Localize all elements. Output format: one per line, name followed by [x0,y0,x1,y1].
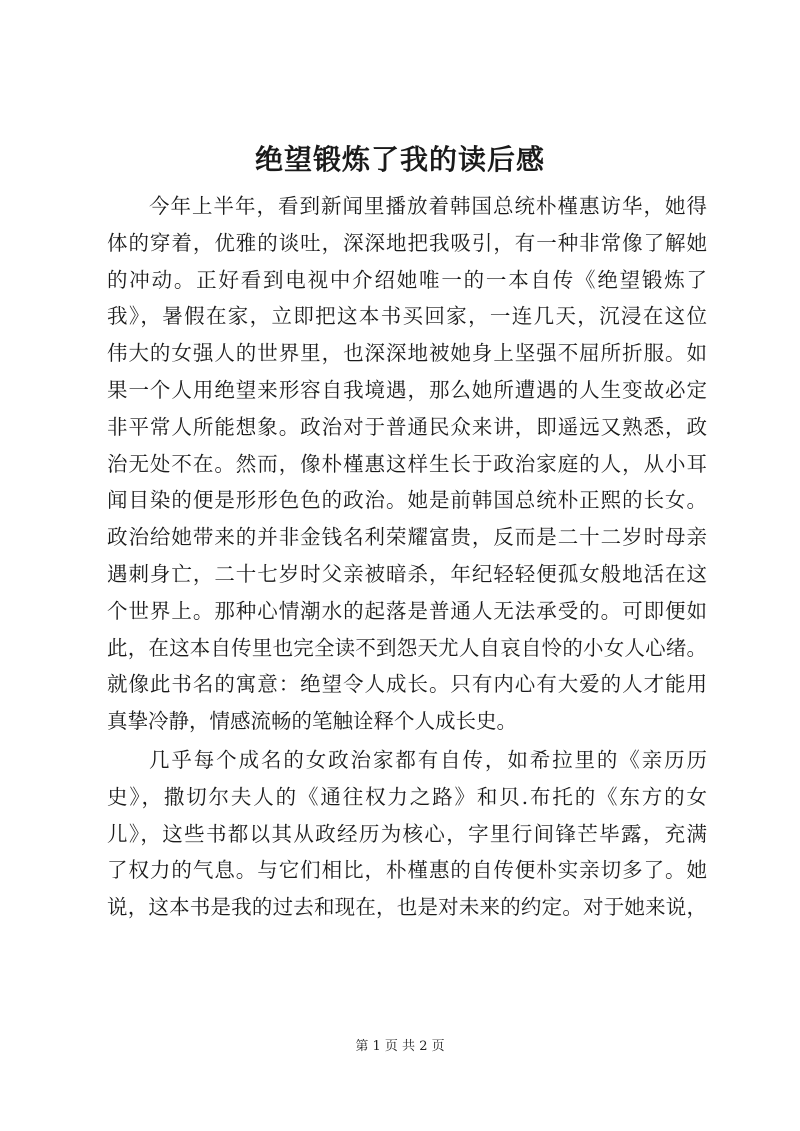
text-line: 此，在这本自传里也完全读不到怨天尤人自哀自怜的小女人心绪。 [107,635,707,660]
page-footer: 第 1 页 共 2 页 [355,1039,445,1054]
document-body [107,188,707,926]
text-line: 今年上半年，看到新闻里播放着韩国总统朴槿惠访华，她得 [149,194,707,218]
text-line: 的冲动。正好看到电视中介绍她唯一的一本自传《绝望锻炼了 [107,267,707,292]
document-title: 绝望锻炼了我的读后感 [254,143,545,176]
text-line: 我》，暑假在家，立即把这本书买回家，一连几天，沉浸在这位 [107,304,707,329]
text-line: 个世界上。那种心情潮水的起落是普通人无法承受的。可即便如 [107,598,707,623]
text-line: 治无处不在。然而，像朴槿惠这样生长于政治家庭的人，从小耳 [107,451,707,476]
text-line: 几乎每个成名的女政治家都有自传，如希拉里的《亲历历 [149,747,707,772]
text-line: 遇刺身亡，二十七岁时父亲被暗杀，年纪轻轻便孤女般地活在这 [107,561,707,586]
text-line: 说，这本书是我的过去和现在，也是对未来的约定。对于她来说， [107,895,707,920]
text-line: 伟大的女强人的世界里，也深深地被她身上坚强不屈所折服。如 [107,341,707,366]
text-line: 非平常人所能想象。政治对于普通民众来讲，即遥远又熟悉，政 [107,414,707,439]
text-line: 政治给她带来的并非金钱名利荣耀富贵，反而是二十二岁时母亲 [107,525,707,550]
text-line: 就像此书名的寓意：绝望令人成长。只有内心有大爱的人才能用 [107,672,707,697]
text-line: 了权力的气息。与它们相比，朴槿惠的自传便朴实亲切多了。她 [107,858,707,883]
text-line: 闻目染的便是形形色色的政治。她是前韩国总统朴正熙的长女。 [107,488,707,513]
paragraph-1 [107,188,707,740]
text-line: 真挚冷静，情感流畅的笔触诠释个人成长史。 [107,709,517,734]
text-line: 果一个人用绝望来形容自我境遇，那么她所遭遇的人生变故必定 [107,377,707,402]
text-line: 史》，撒切尔夫人的《通往权力之路》和贝.布托的《东方的女 [107,784,707,809]
text-line: 体的穿着，优雅的谈吐，深深地把我吸引，有一种非常像了解她 [107,230,707,255]
paragraph-2 [107,742,707,926]
text-line: 儿》，这些书都以其从政经历为核心，字里行间锋芒毕露，充满 [107,821,707,846]
